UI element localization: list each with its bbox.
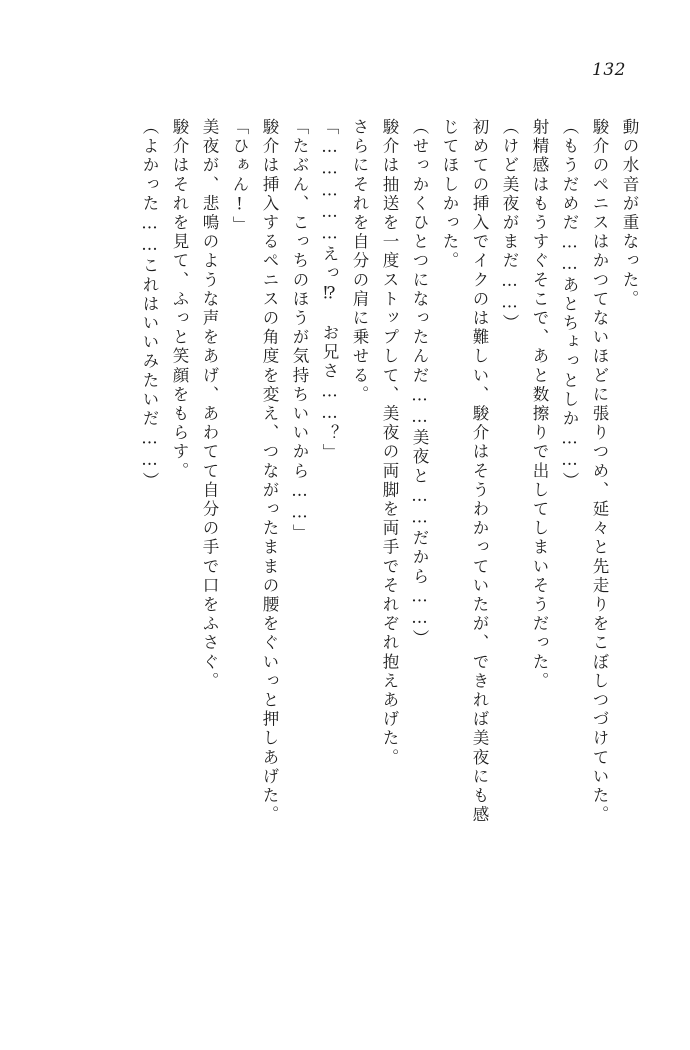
text-column: じてほしかった。	[440, 118, 459, 271]
text-column: 動の水音が重なった。	[620, 118, 639, 309]
page-number: 132	[592, 60, 626, 80]
text-column: （けど美夜がまだ……）	[500, 118, 519, 334]
text-column: 駿介のペニスはかつてないほどに張りつめ、延々と先走りをこぼしつづけていた。	[590, 118, 609, 825]
text-column: （よかった……これはいいみたいだ……）	[140, 118, 159, 491]
text-column: さらにそれを自分の肩に乗せる。	[350, 118, 369, 405]
vertical-text-body	[52, 118, 638, 998]
text-column: （せっかくひとつになったんだ……美夜と……だから……）	[410, 118, 429, 649]
text-column: 「ひぁん!」	[230, 118, 249, 236]
text-column: 射精感はもうすぐそこで、あと数擦りで出してしまいそうだった。	[530, 118, 549, 691]
text-column: 「たぶん、こっちのほうが気持ちいいから……」	[290, 118, 309, 544]
text-column: 駿介はそれを見て、ふっと笑顔をもらす。	[170, 118, 189, 481]
text-column: （もうだめだ……あとちょっとしか……）	[560, 118, 579, 491]
text-column: 「……………えっ⁉ お兄さ……？」	[320, 118, 339, 463]
text-column: 美夜が、悲鳴のような声をあげ、あわてて自分の手で口をふさぐ。	[200, 118, 219, 691]
text-column: 初めての挿入でイクのは難しい、駿介はそうわかっていたが、できれば美夜にも感	[470, 118, 489, 825]
text-column: 駿介は抽送を一度ストップして、美夜の両脚を両手でそれぞれ抱えあげた。	[380, 118, 399, 768]
text-column: 駿介は挿入するペニスの角度を変え、つながったままの腰をぐいっと押しあげた。	[260, 118, 279, 825]
